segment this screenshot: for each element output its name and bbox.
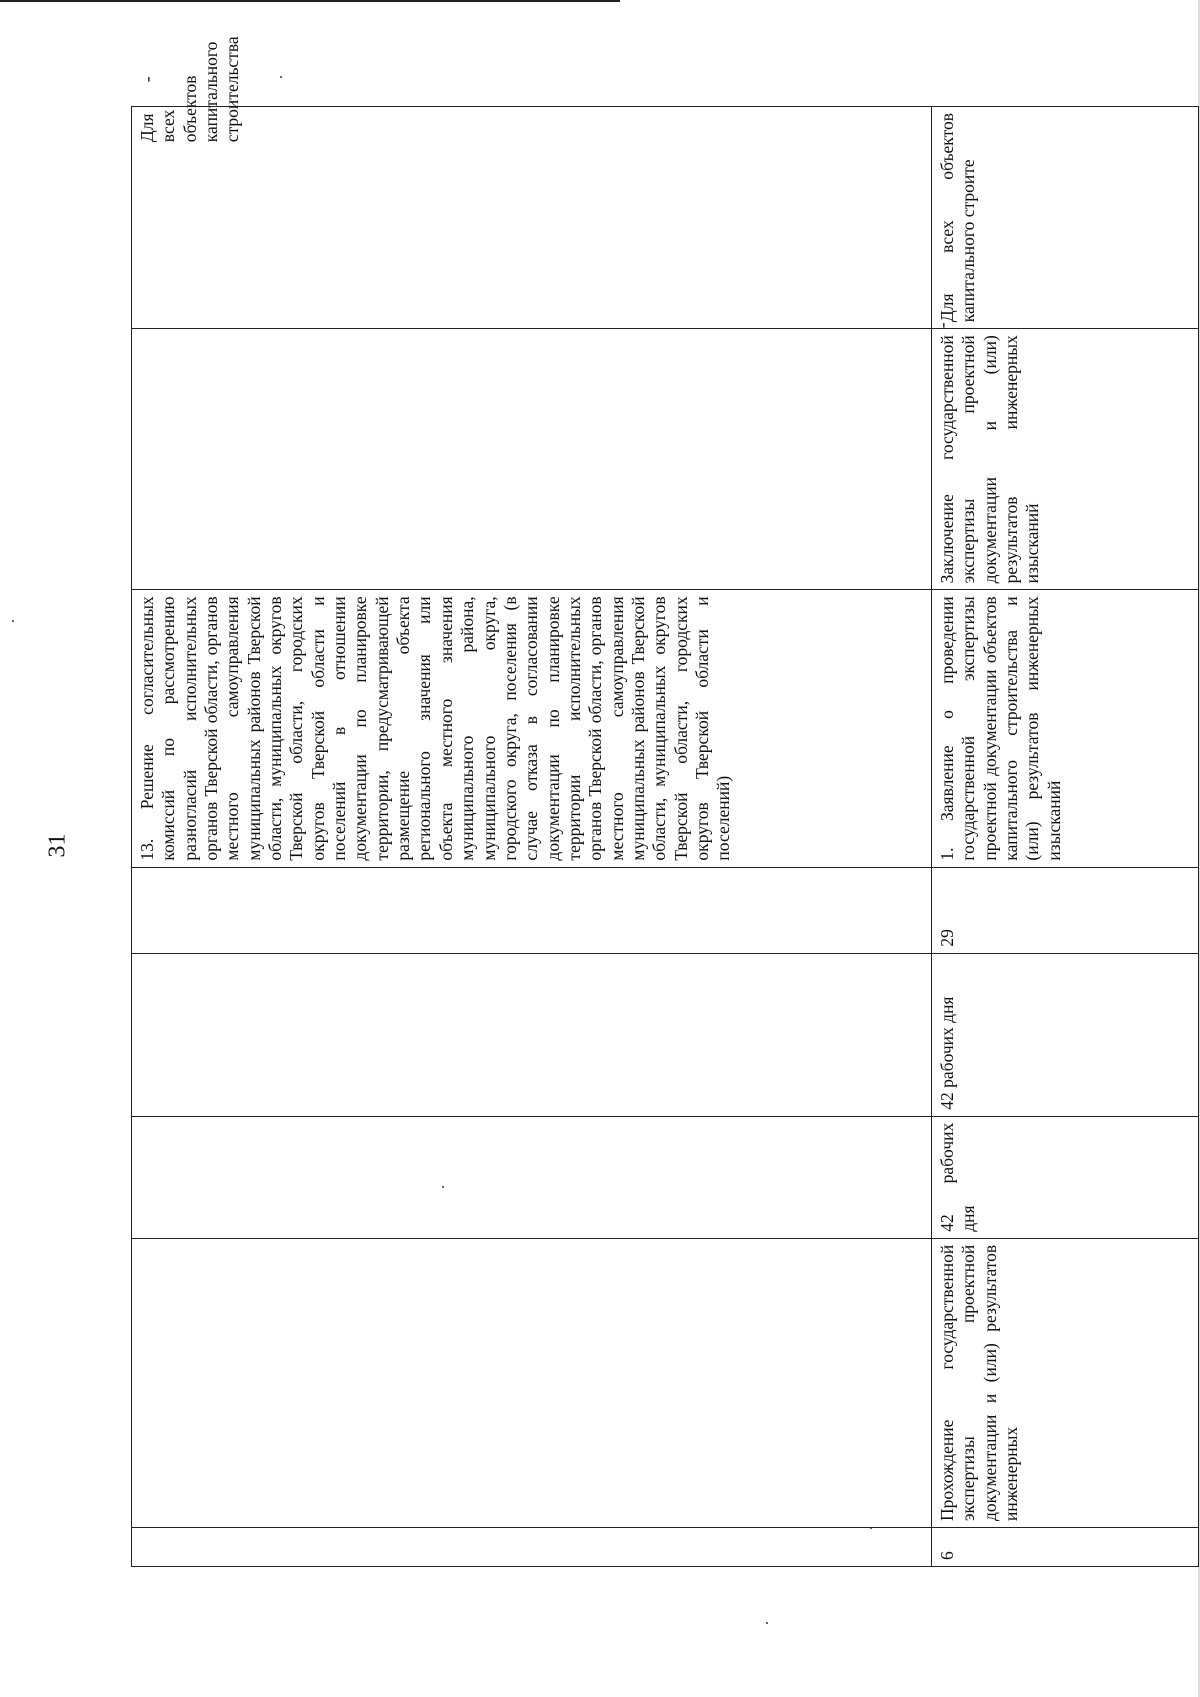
regulation-table: [131, 36, 1199, 1567]
dash-mark: -: [137, 76, 157, 83]
table-row: [932, 107, 1199, 1567]
table-cell-procedure: Прохождение государственной экспертизы проектной документации и (или) результатов инженерных: [932, 1238, 1199, 1527]
table-cell-applicability: [932, 107, 1199, 329]
scan-speck: [12, 620, 14, 622]
table-cell-legal-applicability: [132, 36, 932, 329]
table-row: [132, 107, 932, 1567]
table-cell-term-max: 42 рабочих дня: [932, 1116, 1199, 1238]
table-cell-documents: 1. Заявление о проведении государственной экспертизы проектной документации объектов капитального строительства и (или) результатов инженерных изысканий: [932, 590, 1199, 867]
scan-speck: [280, 76, 282, 78]
table-cell-doc-count: [132, 867, 932, 953]
table-cell-num: 6: [932, 1527, 1199, 1566]
split-cell: [137, 36, 926, 322]
note-dash: -: [932, 322, 952, 329]
table-cell-term-actual: 42 рабочих дня: [932, 953, 1199, 1116]
table-cell-term-max: [132, 1116, 932, 1238]
rotated-table-wrapper: [131, 36, 1121, 1567]
table-cell-term-actual: [132, 953, 932, 1116]
table-cell-result: Заключение государственной экспертизы проектной документации и (или) результатов инженерных изысканий: [932, 329, 1199, 590]
table-cell-result: [132, 329, 932, 590]
table-cell-documents: 13. Решение согласительных комиссий по рассмотрению разногласий исполнительных органов Тверской области, органов местного самоуправления муниципальных районов Тверской области, муниципальных округов Тверской области, городских округов Тверской области и поселений в отношении документации по планировке территории, предусматривающей размещение объекта регионального значения или объекта местного значения муниципального района, муниципального округа, городского округа, поселения (в случае отказа в согласовании документации по планировке территории исполнительных органов Тверской области, органов местного самоуправления муниципальных районов Тверской области, муниципальных округов Тверской области, городских округов Тверской области и поселений): [132, 590, 932, 867]
scan-speck: [766, 1622, 768, 1624]
table-cell-procedure: [132, 1238, 932, 1527]
table-cell-doc-count: 29: [932, 867, 1199, 953]
applicability-text: Для всех объектов капитального строите: [937, 113, 979, 323]
scan-edge: [0, 0, 620, 2]
applicability-top: Для всех объектов капитального строительства: [137, 36, 243, 143]
page-number: 31: [44, 833, 71, 858]
table-cell-num: [132, 1527, 932, 1566]
